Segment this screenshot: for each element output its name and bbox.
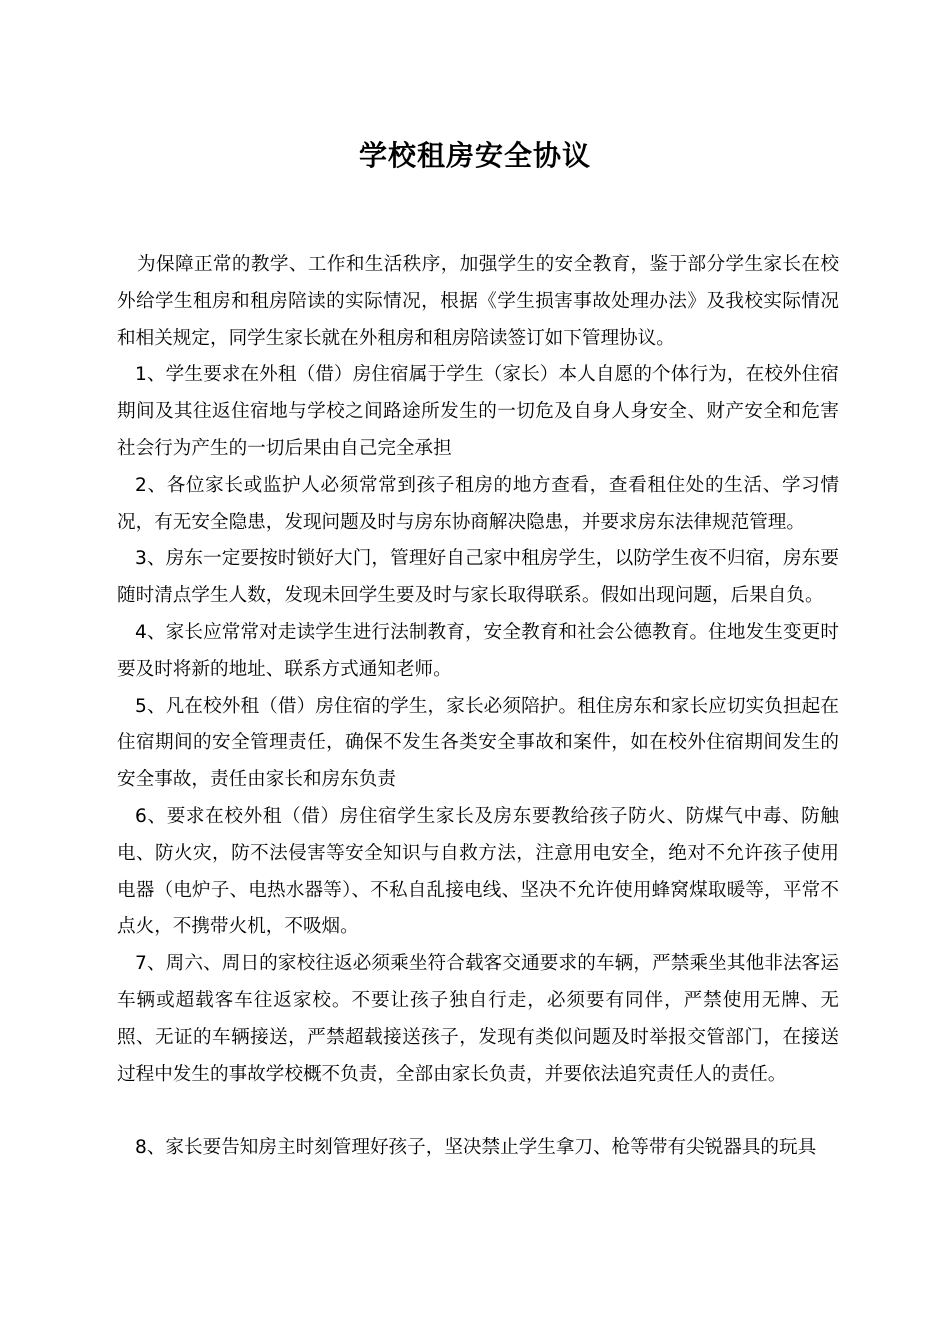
clause-5: 5、凡在校外租（借）房住宿的学生，家长必须陪护。租住房东和家长应切实负担起在住宿期间的安全管理责任，确保不发生各类安全事故和案件，如在校外住宿期间发生的安全事故，责任由家长和房东负责 [117, 695, 839, 791]
document-body [117, 247, 839, 1167]
clause-2: 2、各位家长或监护人必须常常到孩子租房的地方查看，查看租住处的生活、学习情况，有无安全隐患，发现问题及时与房东协商解决隐患，并要求房东法律规范管理。 [117, 474, 839, 533]
document-title: 学校租房安全协议 [358, 139, 591, 172]
clause-7: 7、周六、周日的家校往返必须乘坐符合载客交通要求的车辆，严禁乘坐其他非法客运车辆或超载客车往返家校。不要让孩子独自行走，必须要有同伴，严禁使用无牌、无照、无证的车辆接送，严禁超载接送孩子，发现有类似问题及时举报交管部门，在接送过程中发生的事故学校概不负责，全部由家长负责，并要依法追究责任人的责任。 [117, 953, 839, 1085]
intro-paragraph: 为保障正常的教学、工作和生活秩序，加强学生的安全教育，鉴于部分学生家长在校外给学生租房和租房陪读的实际情况，根据《学生损害事故处理办法》及我校实际情况和相关规定，同学生家长就在外租房和租房陪读签订如下管理协议。 [117, 254, 839, 349]
clause-3: 3、房东一定要按时锁好大门，管理好自己家中租房学生，以防学生夜不归宿，房东要随时清点学生人数，发现未回学生要及时与家长取得联系。假如出现问题，后果自负。 [117, 548, 839, 607]
clause-1: 1、学生要求在外租（借）房住宿属于学生（家长）本人自愿的个体行为，在校外住宿期间及其往返住宿地与学校之间路途所发生的一切危及自身人身安全、财产安全和危害社会行为产生的一切后果由自己完全承担 [117, 364, 839, 459]
clause-8: 8、家长要告知房主时刻管理好孩子，坚决禁止学生拿刀、枪等带有尖锐器具的玩具 [135, 1137, 817, 1159]
clause-6: 6、要求在校外租（借）房住宿学生家长及房东要教给孩子防火、防煤气中毒、防触电、防火灾，防不法侵害等安全知识与自救方法，注意用电安全，绝对不允许孩子使用电器（电炉子、电热水器等）、不私自乱接电线、坚决不允许使用蜂窝煤取暖等，平常不点火，不携带火机，不吸烟。 [117, 805, 839, 938]
clause-4: 4、家长应常常对走读学生进行法制教育，安全教育和社会公德教育。住地发生变更时要及时将新的地址、联系方式通知老师。 [117, 621, 839, 680]
